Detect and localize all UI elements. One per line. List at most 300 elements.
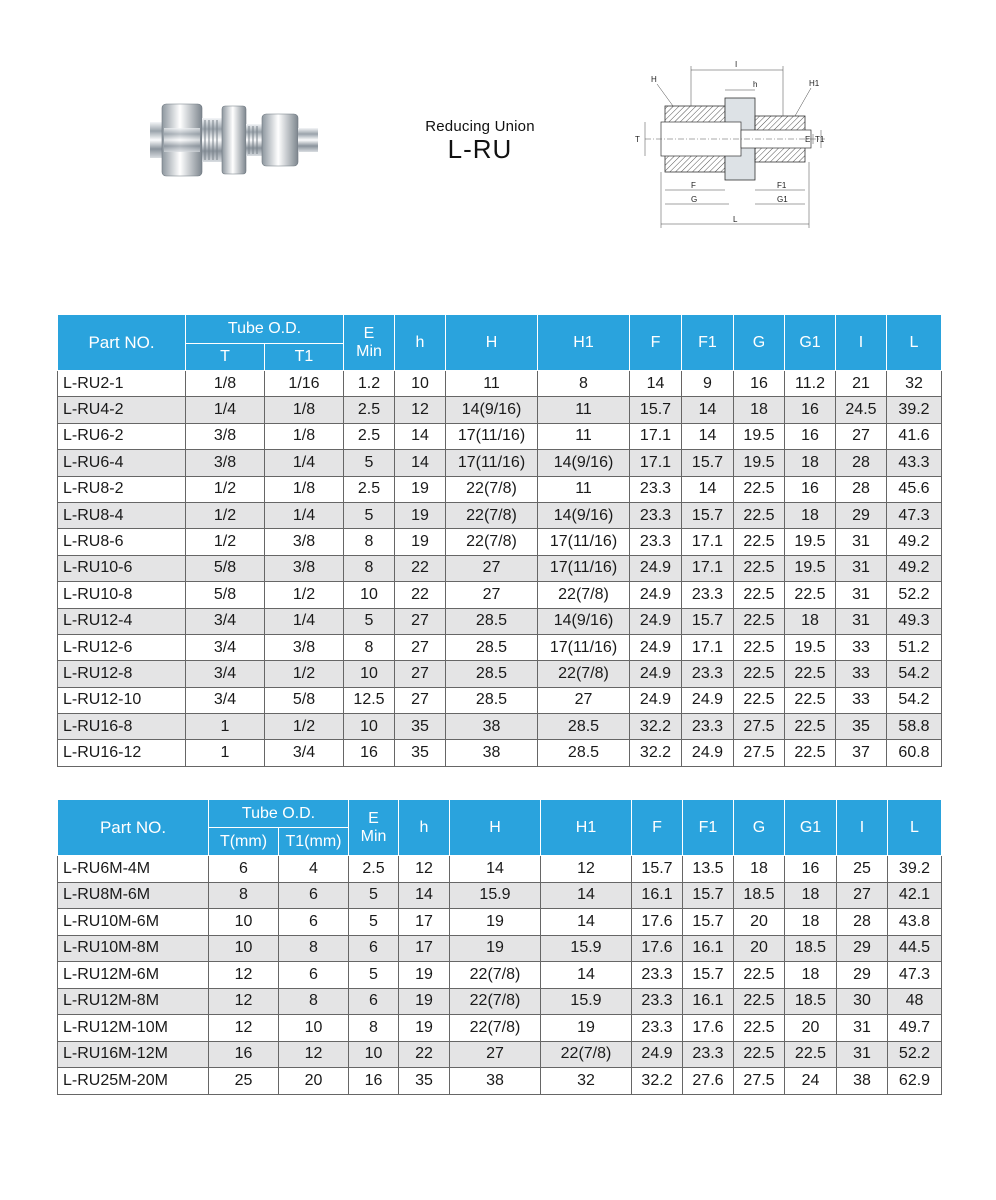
table-cell: 44.5 bbox=[888, 935, 942, 962]
table-cell: 8 bbox=[349, 1015, 399, 1042]
table-cell: 6 bbox=[279, 962, 349, 989]
table-cell: 32 bbox=[541, 1068, 632, 1095]
table-cell: 2.5 bbox=[349, 856, 399, 883]
header-f1: F1 bbox=[682, 315, 734, 371]
table-cell: 24.9 bbox=[630, 634, 682, 660]
table-cell: 19.5 bbox=[734, 423, 785, 449]
table-cell: 6 bbox=[349, 935, 399, 962]
table-cell: 28.5 bbox=[446, 661, 538, 687]
table-cell: 19 bbox=[395, 502, 446, 528]
table-cell: 33 bbox=[836, 661, 887, 687]
part-number-cell: L-RU8-2 bbox=[58, 476, 186, 502]
table-cell: 12.5 bbox=[344, 687, 395, 713]
table-row bbox=[58, 1068, 942, 1095]
table-cell: 24.9 bbox=[630, 687, 682, 713]
part-number-cell: L-RU6M-4M bbox=[58, 856, 209, 883]
table-row bbox=[58, 687, 942, 713]
table-cell: 31 bbox=[836, 529, 887, 555]
table-cell: 10 bbox=[349, 1041, 399, 1068]
table-cell: 24.5 bbox=[836, 397, 887, 423]
table-cell: 18 bbox=[785, 502, 836, 528]
table-cell: 18 bbox=[785, 882, 837, 909]
table-body-mm bbox=[58, 856, 942, 1095]
table-cell: 15.7 bbox=[682, 450, 734, 476]
table-cell: 16 bbox=[209, 1041, 279, 1068]
table-row bbox=[58, 450, 942, 476]
table-cell: 5 bbox=[349, 909, 399, 936]
part-number-cell: L-RU2-1 bbox=[58, 371, 186, 397]
table-cell: 8 bbox=[344, 529, 395, 555]
table-cell: 1 bbox=[186, 714, 265, 740]
table-cell: 11.2 bbox=[785, 371, 836, 397]
table-cell: 48 bbox=[888, 988, 942, 1015]
header-g1: G1 bbox=[785, 800, 837, 856]
table-cell: 22(7/8) bbox=[538, 661, 630, 687]
table-cell: 38 bbox=[837, 1068, 888, 1095]
table-cell: 22.5 bbox=[734, 634, 785, 660]
table-cell: 10 bbox=[344, 714, 395, 740]
table-cell: 17.6 bbox=[632, 935, 683, 962]
table-cell: 22.5 bbox=[734, 555, 785, 581]
table-cell: 21 bbox=[836, 371, 887, 397]
table-cell: 28.5 bbox=[538, 714, 630, 740]
part-number-cell: L-RU6-4 bbox=[58, 450, 186, 476]
table-cell: 11 bbox=[538, 397, 630, 423]
part-number-cell: L-RU10M-8M bbox=[58, 935, 209, 962]
table-cell: 27 bbox=[446, 555, 538, 581]
table-cell: 12 bbox=[395, 397, 446, 423]
table-cell: 1/8 bbox=[265, 397, 344, 423]
table-cell: 19 bbox=[399, 1015, 450, 1042]
table-cell: 24.9 bbox=[630, 608, 682, 634]
table-cell: 15.7 bbox=[683, 909, 734, 936]
table-row bbox=[58, 740, 942, 766]
table-cell: 18 bbox=[734, 856, 785, 883]
table-row bbox=[58, 661, 942, 687]
table-cell: 3/4 bbox=[265, 740, 344, 766]
table-cell: 19 bbox=[399, 962, 450, 989]
table-cell: 14 bbox=[450, 856, 541, 883]
table-cell: 60.8 bbox=[887, 740, 942, 766]
dimension-drawing bbox=[625, 58, 825, 238]
table-cell: 3/8 bbox=[186, 450, 265, 476]
table-cell: 37 bbox=[836, 740, 887, 766]
table-cell: 19 bbox=[450, 909, 541, 936]
part-number-cell: L-RU12-4 bbox=[58, 608, 186, 634]
table-cell: 22(7/8) bbox=[446, 476, 538, 502]
table-cell: 28.5 bbox=[446, 608, 538, 634]
table-cell: 3/4 bbox=[186, 687, 265, 713]
table-cell: 18 bbox=[734, 397, 785, 423]
table-cell: 17 bbox=[399, 909, 450, 936]
table-row bbox=[58, 856, 942, 883]
table-cell: 16 bbox=[349, 1068, 399, 1095]
table-cell: 49.3 bbox=[887, 608, 942, 634]
table-cell: 8 bbox=[538, 371, 630, 397]
table-cell: 35 bbox=[395, 740, 446, 766]
part-number-cell: L-RU10-6 bbox=[58, 555, 186, 581]
table-cell: 23.3 bbox=[632, 1015, 683, 1042]
table-cell: 22.5 bbox=[734, 1041, 785, 1068]
part-number-cell: L-RU8M-6M bbox=[58, 882, 209, 909]
table-cell: 35 bbox=[836, 714, 887, 740]
table-cell: 43.8 bbox=[888, 909, 942, 936]
table-row bbox=[58, 555, 942, 581]
table-cell: 31 bbox=[836, 555, 887, 581]
table-cell: 14 bbox=[399, 882, 450, 909]
header-min: Min bbox=[360, 827, 387, 845]
part-number-cell: L-RU16-12 bbox=[58, 740, 186, 766]
table-cell: 1/8 bbox=[265, 476, 344, 502]
table-cell: 23.3 bbox=[632, 962, 683, 989]
drawing-label-f1: F1 bbox=[777, 181, 787, 190]
table-cell: 1/2 bbox=[186, 476, 265, 502]
table-cell: 27.5 bbox=[734, 740, 785, 766]
table-cell: 32.2 bbox=[630, 740, 682, 766]
table-cell: 10 bbox=[395, 371, 446, 397]
table-cell: 24.9 bbox=[682, 740, 734, 766]
table-cell: 17(11/16) bbox=[446, 450, 538, 476]
table-cell: 22(7/8) bbox=[450, 1015, 541, 1042]
part-number-cell: L-RU12-6 bbox=[58, 634, 186, 660]
header-e: E bbox=[363, 324, 375, 342]
table-cell: 14(9/16) bbox=[446, 397, 538, 423]
drawing-label-e: E bbox=[805, 135, 811, 144]
part-number-cell: L-RU12M-6M bbox=[58, 962, 209, 989]
table-cell: 24.9 bbox=[630, 555, 682, 581]
table-cell: 45.6 bbox=[887, 476, 942, 502]
table-cell: 23.3 bbox=[683, 1041, 734, 1068]
table-cell: 17.1 bbox=[682, 555, 734, 581]
table-row bbox=[58, 529, 942, 555]
table-cell: 18.5 bbox=[785, 988, 837, 1015]
table-cell: 20 bbox=[785, 1015, 837, 1042]
table-cell: 27.6 bbox=[683, 1068, 734, 1095]
table-cell: 14 bbox=[541, 882, 632, 909]
table-cell: 27 bbox=[395, 661, 446, 687]
table-cell: 1/4 bbox=[265, 608, 344, 634]
table-cell: 23.3 bbox=[630, 529, 682, 555]
table-cell: 3/8 bbox=[265, 555, 344, 581]
title-block bbox=[400, 118, 560, 163]
drawing-label-g1: G1 bbox=[777, 195, 788, 204]
product-code: L-RU bbox=[447, 134, 513, 164]
table-cell: 19 bbox=[399, 988, 450, 1015]
table-cell: 49.2 bbox=[887, 529, 942, 555]
table-cell: 18 bbox=[785, 450, 836, 476]
table-cell: 1.2 bbox=[344, 371, 395, 397]
header-g: G bbox=[734, 315, 785, 371]
table-cell: 1/2 bbox=[265, 582, 344, 608]
table-cell: 39.2 bbox=[887, 397, 942, 423]
drawing-label-h-small: h bbox=[753, 80, 758, 89]
table-cell: 3/8 bbox=[265, 634, 344, 660]
table-cell: 24.9 bbox=[630, 582, 682, 608]
table-cell: 15.9 bbox=[541, 988, 632, 1015]
table-row bbox=[58, 1041, 942, 1068]
table-cell: 22.5 bbox=[734, 661, 785, 687]
table-cell: 22.5 bbox=[734, 529, 785, 555]
part-number-cell: L-RU25M-20M bbox=[58, 1068, 209, 1095]
table-cell: 8 bbox=[344, 634, 395, 660]
table-cell: 12 bbox=[399, 856, 450, 883]
table-row bbox=[58, 476, 942, 502]
drawing-label-l: L bbox=[733, 215, 738, 224]
table-cell: 22.5 bbox=[785, 661, 836, 687]
table-cell: 35 bbox=[399, 1068, 450, 1095]
header-f: F bbox=[630, 315, 682, 371]
table-cell: 19.5 bbox=[785, 529, 836, 555]
table-cell: 18 bbox=[785, 608, 836, 634]
table-cell: 51.2 bbox=[887, 634, 942, 660]
header-g: G bbox=[734, 800, 785, 856]
table-cell: 6 bbox=[209, 856, 279, 883]
header-h: H bbox=[446, 315, 538, 371]
table-cell: 8 bbox=[209, 882, 279, 909]
table-cell: 22 bbox=[395, 582, 446, 608]
table-cell: 5/8 bbox=[186, 582, 265, 608]
table-cell: 16.1 bbox=[632, 882, 683, 909]
table-cell: 27 bbox=[446, 582, 538, 608]
table-cell: 22(7/8) bbox=[450, 988, 541, 1015]
table-cell: 20 bbox=[279, 1068, 349, 1095]
header-h-small: h bbox=[395, 315, 446, 371]
table-cell: 19.5 bbox=[785, 555, 836, 581]
product-subtitle: Reducing Union bbox=[425, 118, 535, 135]
table-cell: 14(9/16) bbox=[538, 450, 630, 476]
table-cell: 18 bbox=[785, 909, 837, 936]
table-cell: 17(11/16) bbox=[446, 423, 538, 449]
table-cell: 54.2 bbox=[887, 661, 942, 687]
table-cell: 18 bbox=[785, 962, 837, 989]
table-cell: 16.1 bbox=[683, 935, 734, 962]
header-part-no: Part NO. bbox=[58, 315, 186, 371]
table-row bbox=[58, 909, 942, 936]
product-photo bbox=[150, 100, 320, 180]
table-cell: 11 bbox=[446, 371, 538, 397]
table-cell: 27 bbox=[538, 687, 630, 713]
part-number-cell: L-RU12M-8M bbox=[58, 988, 209, 1015]
table-cell: 10 bbox=[279, 1015, 349, 1042]
header-e-min bbox=[349, 800, 399, 856]
header-t: T bbox=[186, 344, 265, 371]
table-cell: 14 bbox=[395, 423, 446, 449]
table-cell: 14 bbox=[541, 962, 632, 989]
header-t-mm: T(mm) bbox=[209, 828, 279, 856]
table-row bbox=[58, 962, 942, 989]
table-cell: 15.9 bbox=[541, 935, 632, 962]
table-row bbox=[58, 1015, 942, 1042]
table-cell: 30 bbox=[837, 988, 888, 1015]
table-cell: 1/2 bbox=[265, 661, 344, 687]
table-cell: 22(7/8) bbox=[541, 1041, 632, 1068]
table-cell: 32 bbox=[887, 371, 942, 397]
table-cell: 15.7 bbox=[682, 608, 734, 634]
table-cell: 31 bbox=[836, 582, 887, 608]
dimension-table-inch bbox=[57, 314, 942, 767]
table-cell: 42.1 bbox=[888, 882, 942, 909]
part-number-cell: L-RU8-4 bbox=[58, 502, 186, 528]
table-cell: 17.1 bbox=[682, 634, 734, 660]
table-cell: 17.1 bbox=[630, 423, 682, 449]
table-cell: 1/2 bbox=[186, 502, 265, 528]
table-cell: 62.9 bbox=[888, 1068, 942, 1095]
table-cell: 1/4 bbox=[265, 502, 344, 528]
header-i: I bbox=[836, 315, 887, 371]
table-cell: 16 bbox=[785, 397, 836, 423]
table-cell: 20 bbox=[734, 909, 785, 936]
table-cell: 31 bbox=[837, 1041, 888, 1068]
table-cell: 5/8 bbox=[186, 555, 265, 581]
table-cell: 14 bbox=[395, 450, 446, 476]
table-cell: 9 bbox=[682, 371, 734, 397]
table-cell: 6 bbox=[279, 909, 349, 936]
table-cell: 22(7/8) bbox=[538, 582, 630, 608]
header-t1-mm: T1(mm) bbox=[279, 828, 349, 856]
table-cell: 8 bbox=[279, 935, 349, 962]
part-number-cell: L-RU10-8 bbox=[58, 582, 186, 608]
header-h1: H1 bbox=[541, 800, 632, 856]
table-cell: 14 bbox=[682, 476, 734, 502]
table-cell: 22.5 bbox=[734, 962, 785, 989]
table-cell: 22.5 bbox=[734, 476, 785, 502]
drawing-label-t: T bbox=[635, 135, 640, 144]
table-cell: 11 bbox=[538, 423, 630, 449]
table-cell: 12 bbox=[209, 988, 279, 1015]
header-tube-od: Tube O.D. bbox=[209, 800, 349, 828]
table-cell: 20 bbox=[734, 935, 785, 962]
table-cell: 32.2 bbox=[630, 714, 682, 740]
table-cell: 1/8 bbox=[186, 371, 265, 397]
table-cell: 22.5 bbox=[785, 714, 836, 740]
table-cell: 19 bbox=[395, 529, 446, 555]
table-cell: 22.5 bbox=[734, 687, 785, 713]
table-cell: 47.3 bbox=[887, 502, 942, 528]
table-cell: 22.5 bbox=[734, 1015, 785, 1042]
dimension-table-mm bbox=[57, 799, 942, 1095]
part-number-cell: L-RU4-2 bbox=[58, 397, 186, 423]
table-cell: 5 bbox=[349, 882, 399, 909]
header-g1: G1 bbox=[785, 315, 836, 371]
table-cell: 5 bbox=[349, 962, 399, 989]
table-cell: 16 bbox=[785, 856, 837, 883]
table-cell: 22.5 bbox=[785, 582, 836, 608]
table-cell: 11 bbox=[538, 476, 630, 502]
table-cell: 23.3 bbox=[630, 502, 682, 528]
table-cell: 27.5 bbox=[734, 1068, 785, 1095]
table-cell: 5 bbox=[344, 450, 395, 476]
part-number-cell: L-RU12-10 bbox=[58, 687, 186, 713]
table-cell: 17.6 bbox=[632, 909, 683, 936]
header-part-no: Part NO. bbox=[58, 800, 209, 856]
header-min: Min bbox=[356, 342, 382, 360]
table-cell: 12 bbox=[541, 856, 632, 883]
table-cell: 17 bbox=[399, 935, 450, 962]
part-number-cell: L-RU6-2 bbox=[58, 423, 186, 449]
drawing-label-h1: H1 bbox=[809, 79, 820, 88]
table-cell: 18.5 bbox=[734, 882, 785, 909]
table-cell: 15.9 bbox=[450, 882, 541, 909]
table-cell: 24.9 bbox=[632, 1041, 683, 1068]
table-cell: 14 bbox=[682, 423, 734, 449]
table-cell: 28.5 bbox=[446, 634, 538, 660]
table-cell: 14(9/16) bbox=[538, 502, 630, 528]
table-cell: 3/8 bbox=[265, 529, 344, 555]
table-cell: 12 bbox=[209, 962, 279, 989]
drawing-label-f: F bbox=[691, 181, 696, 190]
header-i: I bbox=[837, 800, 888, 856]
table-row bbox=[58, 935, 942, 962]
part-number-cell: L-RU10M-6M bbox=[58, 909, 209, 936]
table-cell: 15.7 bbox=[630, 397, 682, 423]
table-cell: 12 bbox=[279, 1041, 349, 1068]
table-cell: 54.2 bbox=[887, 687, 942, 713]
table-cell: 22 bbox=[399, 1041, 450, 1068]
table-cell: 1/8 bbox=[265, 423, 344, 449]
part-number-cell: L-RU8-6 bbox=[58, 529, 186, 555]
table-cell: 28 bbox=[836, 476, 887, 502]
table-cell: 4 bbox=[279, 856, 349, 883]
table-cell: 23.3 bbox=[682, 661, 734, 687]
table-cell: 10 bbox=[344, 661, 395, 687]
part-number-cell: L-RU12-8 bbox=[58, 661, 186, 687]
table-cell: 1/2 bbox=[186, 529, 265, 555]
table-cell: 38 bbox=[450, 1068, 541, 1095]
table-cell: 3/4 bbox=[186, 608, 265, 634]
table-cell: 22.5 bbox=[734, 582, 785, 608]
table-cell: 14 bbox=[682, 397, 734, 423]
table-cell: 14 bbox=[541, 909, 632, 936]
table-body-inch bbox=[58, 371, 942, 767]
table-cell: 1 bbox=[186, 740, 265, 766]
header-h: H bbox=[450, 800, 541, 856]
table-cell: 25 bbox=[837, 856, 888, 883]
table-cell: 2.5 bbox=[344, 397, 395, 423]
table-cell: 24 bbox=[785, 1068, 837, 1095]
table-cell: 22.5 bbox=[785, 1041, 837, 1068]
table-cell: 29 bbox=[837, 935, 888, 962]
table-cell: 29 bbox=[837, 962, 888, 989]
table-cell: 12 bbox=[209, 1015, 279, 1042]
table-row bbox=[58, 714, 942, 740]
header-e-min bbox=[344, 315, 395, 371]
table-cell: 6 bbox=[349, 988, 399, 1015]
table-cell: 3/4 bbox=[186, 634, 265, 660]
table-cell: 3/8 bbox=[186, 423, 265, 449]
table-row bbox=[58, 582, 942, 608]
table-cell: 16.1 bbox=[683, 988, 734, 1015]
table-row bbox=[58, 502, 942, 528]
table-cell: 22.5 bbox=[785, 687, 836, 713]
table-cell: 14(9/16) bbox=[538, 608, 630, 634]
table-cell: 23.3 bbox=[632, 988, 683, 1015]
table-row bbox=[58, 608, 942, 634]
table-cell: 58.8 bbox=[887, 714, 942, 740]
table-cell: 14 bbox=[630, 371, 682, 397]
table-cell: 28.5 bbox=[446, 687, 538, 713]
table-cell: 33 bbox=[836, 634, 887, 660]
table-cell: 5 bbox=[344, 502, 395, 528]
table-cell: 28 bbox=[836, 450, 887, 476]
header-l: L bbox=[887, 315, 942, 371]
table-cell: 1/2 bbox=[265, 714, 344, 740]
table-cell: 22.5 bbox=[785, 740, 836, 766]
table-cell: 38 bbox=[446, 740, 538, 766]
table-cell: 33 bbox=[836, 687, 887, 713]
table-cell: 1/16 bbox=[265, 371, 344, 397]
table-cell: 17(11/16) bbox=[538, 634, 630, 660]
table-cell: 22.5 bbox=[734, 988, 785, 1015]
